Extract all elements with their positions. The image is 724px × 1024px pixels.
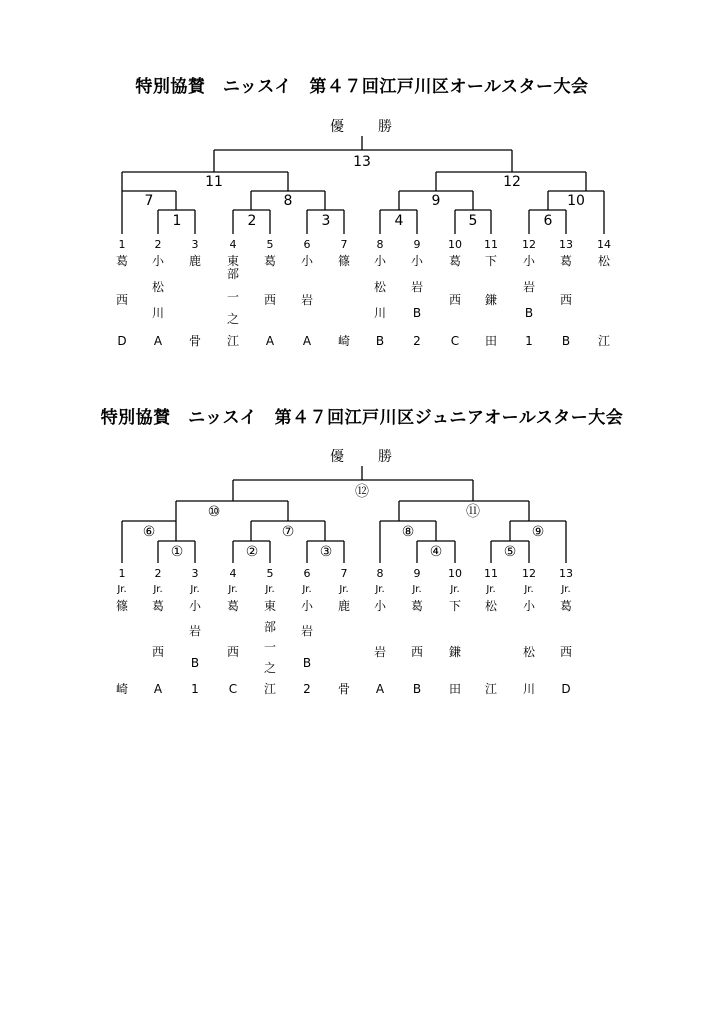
team-line3: B	[302, 656, 312, 670]
match-quarter: 9	[421, 194, 451, 208]
team-line3: 西	[226, 645, 239, 659]
match-first-round: ③	[311, 545, 341, 559]
team-line3: 川	[151, 306, 164, 320]
team-line2: 岩	[188, 624, 201, 638]
match-semi: ⑩	[199, 505, 229, 519]
team-line3: 西	[263, 293, 276, 307]
team-line1: 小	[410, 254, 423, 268]
team-seed: 7	[340, 567, 348, 580]
team-line5: 江	[597, 334, 610, 348]
team-line2: 松	[151, 280, 164, 294]
team-line5: 1	[525, 334, 533, 348]
team-line3: 西	[151, 645, 164, 659]
team-line1: 葛	[151, 599, 164, 613]
team-line1: 小	[151, 254, 164, 268]
match-final: 13	[347, 155, 377, 169]
team-line5: 江	[226, 334, 239, 348]
team-seed: 4	[229, 238, 237, 251]
team-line1: 篠	[115, 599, 128, 613]
match-first-round: 2	[237, 214, 267, 228]
team-line1: 小	[373, 254, 386, 268]
team-jr: Jr.	[412, 584, 422, 595]
team-line1: 葛	[559, 599, 572, 613]
team-line1: 葛	[559, 254, 572, 268]
team-line2: 松	[373, 280, 386, 294]
team-seed: 9	[413, 567, 421, 580]
team-seed: 2	[154, 238, 162, 251]
team-line5: A	[375, 682, 385, 696]
team-line3: 鎌	[484, 293, 497, 307]
match-quarter: 10	[561, 194, 591, 208]
match-semi: ⑪	[458, 505, 488, 519]
team-seed: 8	[376, 238, 384, 251]
team-line1: 葛	[410, 599, 423, 613]
team-line3: 西	[559, 645, 572, 659]
team-line1: 鹿	[188, 254, 201, 268]
team-line2: 岩	[522, 280, 535, 294]
team-line3: 西	[410, 645, 423, 659]
team-jr: Jr.	[117, 584, 127, 595]
team-line4: 之	[226, 312, 239, 326]
match-first-round: ①	[162, 545, 192, 559]
team-line5: 崎	[337, 334, 350, 348]
team-line3: 西	[115, 293, 128, 307]
team-line5: B	[561, 334, 571, 348]
team-line1: 鹿	[337, 599, 350, 613]
team-line1: 小	[522, 599, 535, 613]
team-line1: 小	[188, 599, 201, 613]
team-seed: 3	[191, 238, 199, 251]
team-line1: 下	[448, 599, 461, 613]
team-line5: 1	[191, 682, 199, 696]
team-seed: 10	[448, 567, 462, 580]
team-seed: 4	[229, 567, 237, 580]
team-seed: 6	[303, 567, 311, 580]
team-line3: B	[190, 656, 200, 670]
match-first-round: 3	[311, 214, 341, 228]
team-seed: 11	[484, 238, 498, 251]
team-line2: 部	[226, 267, 239, 281]
team-line1: 小	[300, 599, 313, 613]
team-seed: 2	[154, 567, 162, 580]
team-jr: Jr.	[153, 584, 163, 595]
team-line5: 骨	[337, 682, 350, 696]
team-line5: D	[117, 334, 127, 348]
team-line1: 松	[484, 599, 497, 613]
match-quarter: 7	[134, 194, 164, 208]
team-line1: 下	[484, 254, 497, 268]
team-jr: Jr.	[190, 584, 200, 595]
team-line3: 鎌	[448, 645, 461, 659]
team-line5: 田	[484, 334, 497, 348]
team-seed: 1	[118, 567, 126, 580]
team-line1: 東	[226, 254, 239, 268]
match-first-round: 5	[458, 214, 488, 228]
team-jr: Jr.	[302, 584, 312, 595]
team-line5: A	[302, 334, 312, 348]
team-line1: 小	[300, 254, 313, 268]
tournament-title: 特別協賛 ニッスイ 第４７回江戸川区オールスター大会	[135, 77, 589, 97]
team-line2: 岩	[410, 280, 423, 294]
team-line5: C	[450, 334, 460, 348]
team-line5: C	[228, 682, 238, 696]
team-line2: 部	[263, 620, 276, 634]
team-line1: 篠	[337, 254, 350, 268]
team-seed: 12	[522, 238, 536, 251]
team-seed: 6	[303, 238, 311, 251]
team-line5: 江	[484, 682, 497, 696]
team-line1: 小	[373, 599, 386, 613]
team-seed: 7	[340, 238, 348, 251]
team-line3: 西	[448, 293, 461, 307]
match-first-round: ④	[421, 545, 451, 559]
match-semi: 11	[199, 175, 229, 189]
team-line5: 川	[522, 682, 535, 696]
team-line1: 葛	[263, 254, 276, 268]
team-jr: Jr.	[375, 584, 385, 595]
team-line2: 岩	[300, 624, 313, 638]
team-seed: 13	[559, 567, 573, 580]
team-line5: A	[153, 682, 163, 696]
team-seed: 9	[413, 238, 421, 251]
team-seed: 8	[376, 567, 384, 580]
team-seed: 13	[559, 238, 573, 251]
team-jr: Jr.	[265, 584, 275, 595]
team-line5: 崎	[115, 682, 128, 696]
team-seed: 12	[522, 567, 536, 580]
team-line5: B	[375, 334, 385, 348]
team-line1: 小	[522, 254, 535, 268]
team-seed: 10	[448, 238, 462, 251]
team-line1: 葛	[115, 254, 128, 268]
match-first-round: 4	[384, 214, 414, 228]
team-seed: 1	[118, 238, 126, 251]
team-line5: 田	[448, 682, 461, 696]
match-first-round: ⑤	[495, 545, 525, 559]
team-jr: Jr.	[228, 584, 238, 595]
team-line1: 東	[263, 599, 276, 613]
team-seed: 11	[484, 567, 498, 580]
team-line5: D	[561, 682, 571, 696]
team-line1: 葛	[448, 254, 461, 268]
team-jr: Jr.	[339, 584, 349, 595]
team-seed: 5	[266, 567, 274, 580]
team-seed: 14	[597, 238, 611, 251]
match-quarter: ⑥	[134, 525, 164, 539]
winner-label: 優 勝	[330, 449, 394, 465]
team-line5: A	[153, 334, 163, 348]
team-line5: 2	[413, 334, 421, 348]
team-seed: 3	[191, 567, 199, 580]
team-line3: 岩	[373, 645, 386, 659]
winner-label: 優 勝	[330, 119, 394, 135]
team-line5: 骨	[188, 334, 201, 348]
match-first-round: ②	[237, 545, 267, 559]
team-line3: 川	[373, 306, 386, 320]
team-line1: 松	[597, 254, 610, 268]
match-quarter: ⑨	[523, 525, 553, 539]
match-first-round: 1	[162, 214, 192, 228]
team-line3: 一	[226, 290, 239, 304]
match-quarter: 8	[273, 194, 303, 208]
team-jr: Jr.	[561, 584, 571, 595]
team-line5: 2	[303, 682, 311, 696]
team-jr: Jr.	[450, 584, 460, 595]
team-line3: B	[412, 306, 422, 320]
team-seed: 5	[266, 238, 274, 251]
team-line5: B	[412, 682, 422, 696]
team-line5: A	[265, 334, 275, 348]
team-line5: 江	[263, 682, 276, 696]
match-final: ⑫	[347, 485, 377, 499]
team-line3: B	[524, 306, 534, 320]
team-line3: 一	[263, 640, 276, 654]
match-first-round: 6	[533, 214, 563, 228]
tournament-title: 特別協賛 ニッスイ 第４７回江戸川区ジュニアオールスター大会	[100, 408, 624, 428]
team-line3: 松	[522, 645, 535, 659]
team-jr: Jr.	[524, 584, 534, 595]
team-line4: 之	[263, 661, 276, 675]
team-line1: 葛	[226, 599, 239, 613]
team-line3: 西	[559, 293, 572, 307]
match-semi: 12	[497, 175, 527, 189]
team-jr: Jr.	[486, 584, 496, 595]
match-quarter: ⑦	[273, 525, 303, 539]
team-line3: 岩	[300, 293, 313, 307]
match-quarter: ⑧	[393, 525, 423, 539]
